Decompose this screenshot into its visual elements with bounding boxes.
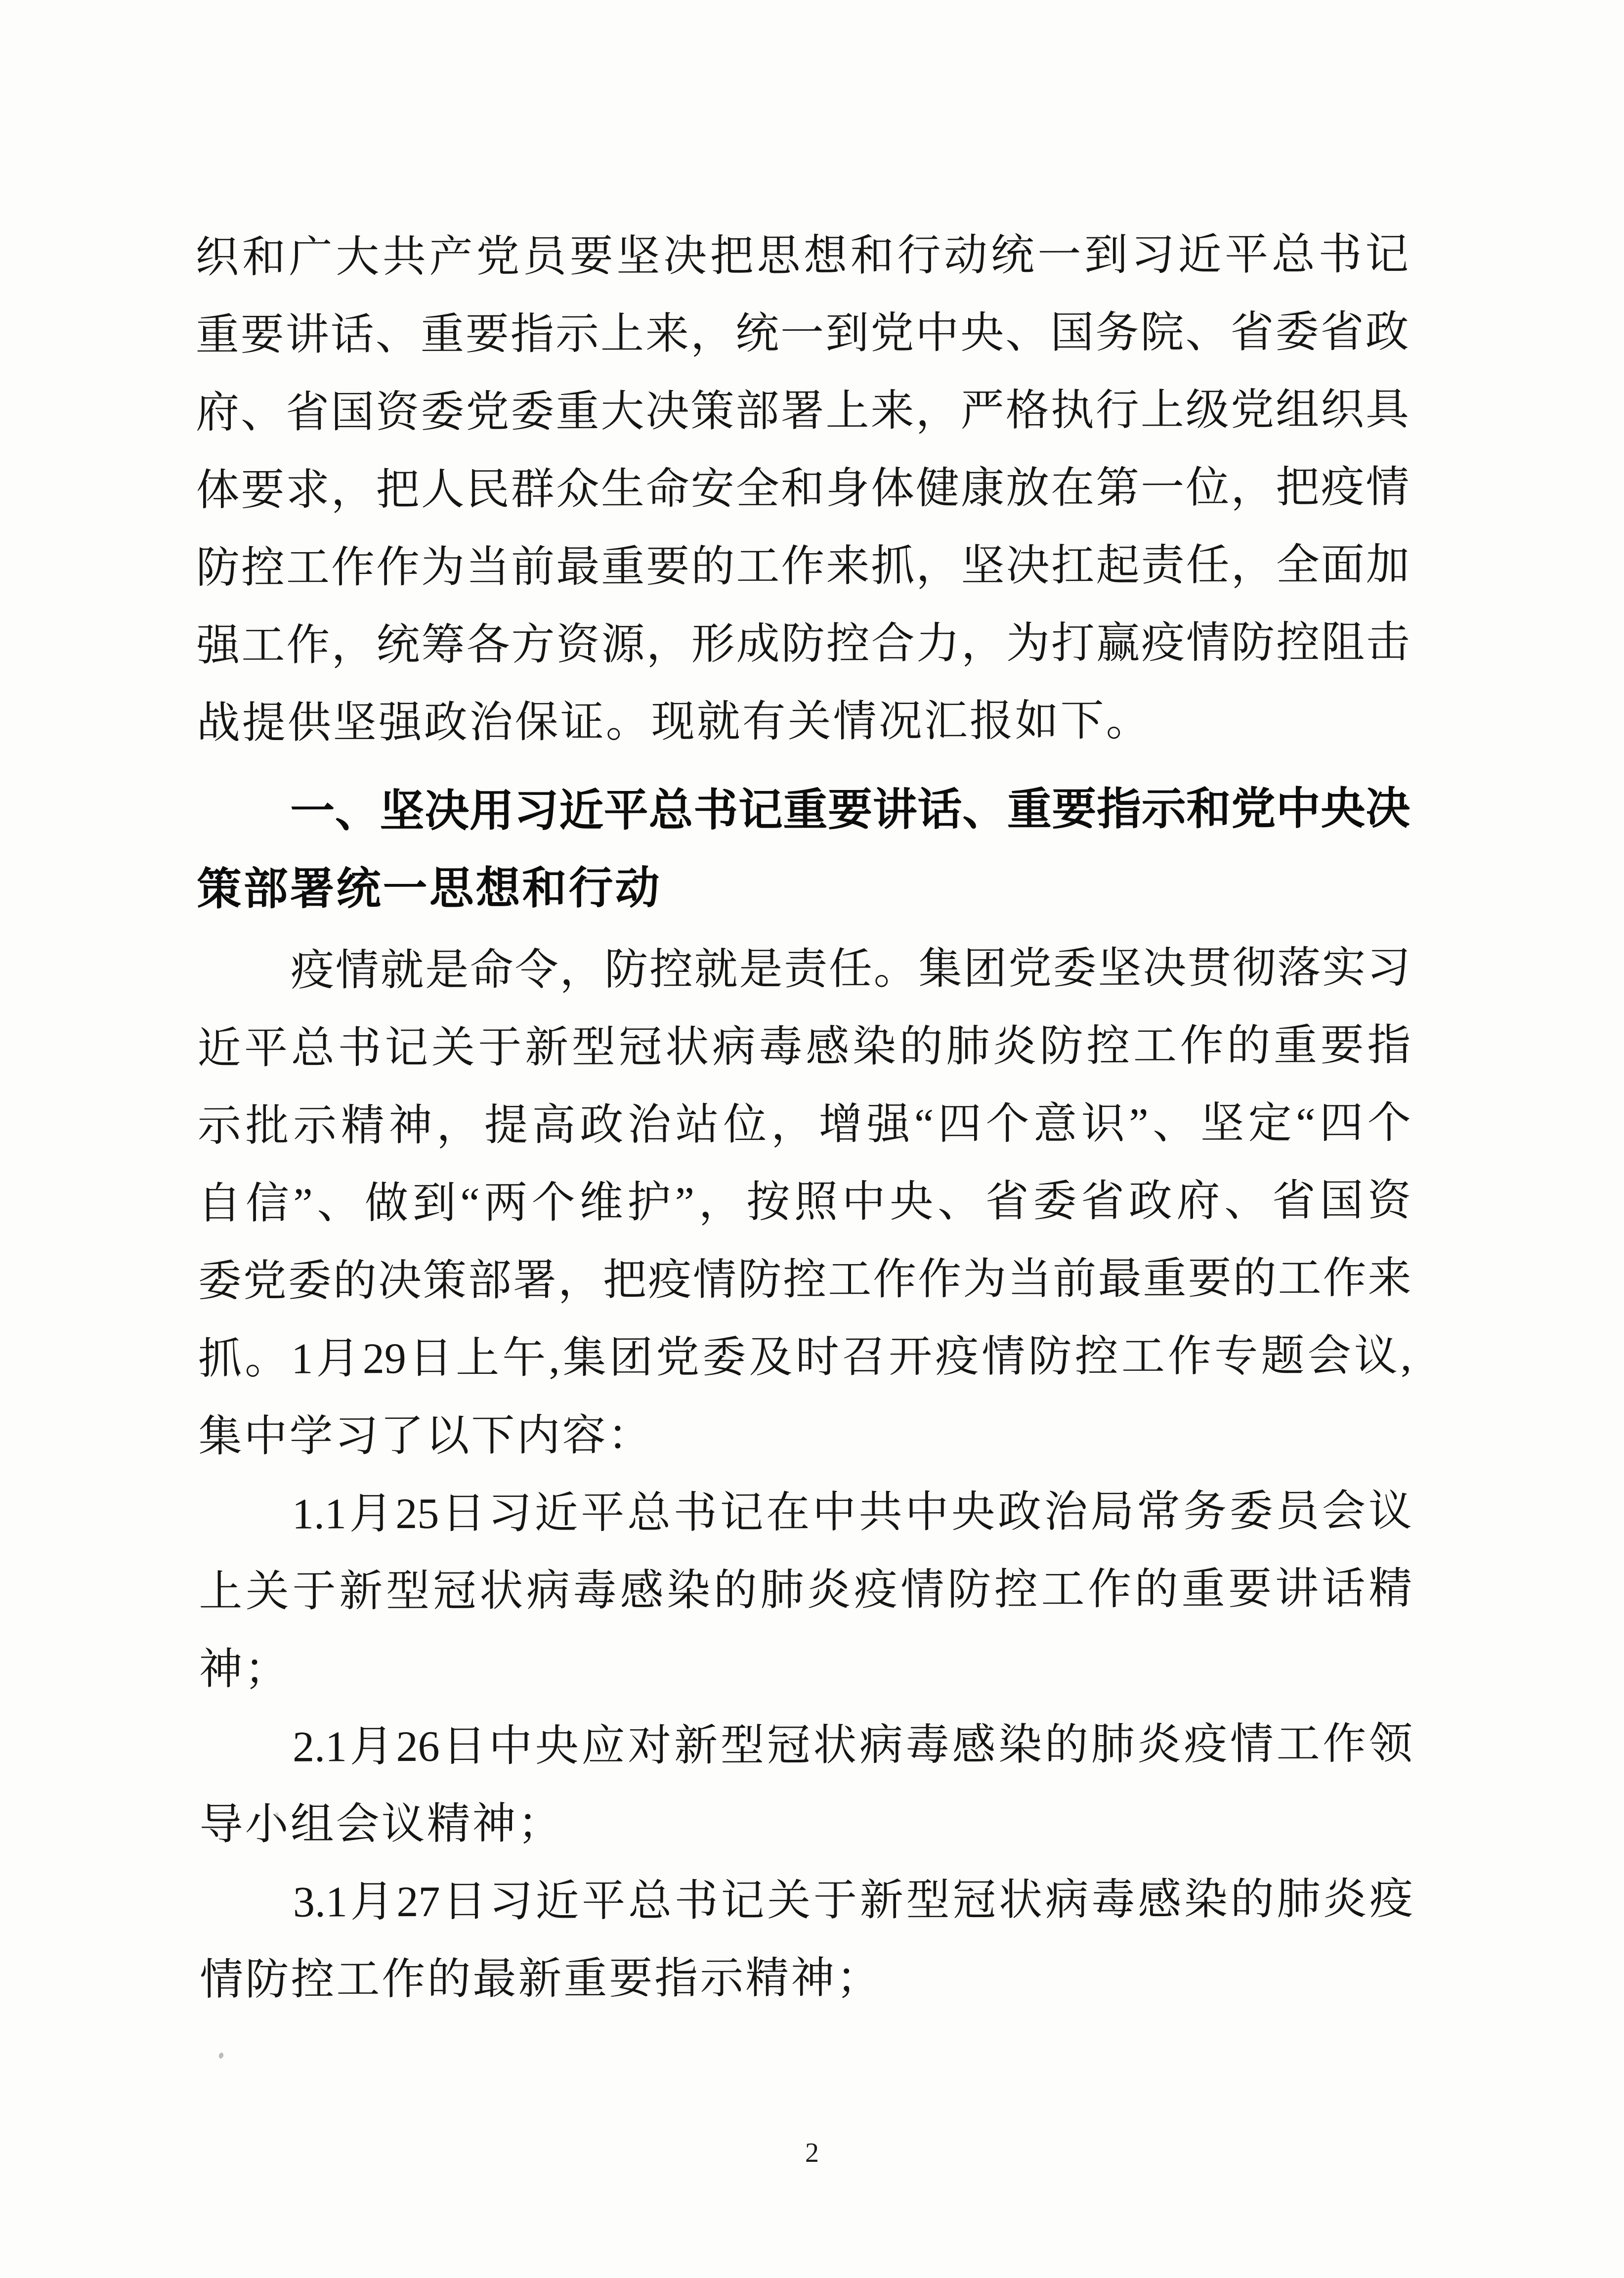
body-line-13: 自信”、做到“两个维护”，按照中央、省委省政府、省国资 <box>198 1177 1411 1228</box>
body-line-15: 抓。1月29日上午,集团党委及时召开疫情防控工作专题会议, <box>198 1332 1412 1384</box>
item3-line-2: 情防控工作的最新重要指示精神； <box>200 1954 882 2005</box>
page-number: 2 <box>805 2138 819 2168</box>
scan-speck <box>218 2052 224 2059</box>
body-line-07: 战提供坚强政治保证。现就有关情况汇报如下。 <box>196 697 1152 748</box>
item2-line-2: 导小组会议精神； <box>199 1800 563 1849</box>
body-line-12: 示批示精神，提高政治站位，增强“四个意识”、坚定“四个 <box>197 1099 1411 1151</box>
item3-line-1: 3.1月27日习近平总书记关于新型冠状病毒感染的肺炎疫 <box>293 1875 1413 1927</box>
body-line-06: 强工作，统筹各方资源，形成防控合力，为打赢疫情防控阻击 <box>196 618 1410 670</box>
body-line-11: 近平总书记关于新型冠状病毒感染的肺炎防控工作的重要指 <box>197 1021 1411 1073</box>
section-heading <box>197 770 1410 928</box>
body-line-01: 织和广大共产党员要坚决把思想和行动统一到习近平总书记 <box>195 230 1409 282</box>
item1-line-1: 1.1月25日习近平总书记在中共中央政治局常务委员会议 <box>292 1487 1412 1538</box>
body-line-05: 防控工作作为当前最重要的工作来抓，坚决扛起责任，全面加 <box>196 541 1410 593</box>
document-text <box>195 216 1413 2019</box>
item1-line-2: 上关于新型冠状病毒感染的肺炎疫情防控工作的重要讲话精 <box>199 1565 1412 1617</box>
body-line-14: 委党委的决策部署，把疫情防控工作作为当前最重要的工作来 <box>198 1254 1411 1306</box>
heading-line-2: 策部署统一思想和行动 <box>197 863 662 915</box>
heading-line-1: 一、坚决用习近平总书记重要讲话、重要指示和党中央决 <box>290 784 1410 836</box>
body-line-10: 疫情就是命令，防控就是责任。集团党委坚决贯彻落实习 <box>290 944 1411 995</box>
item1-line-3: 神； <box>199 1645 290 1694</box>
item2-line-1: 2.1月26日中央应对新型冠状病毒感染的肺炎疫情工作领 <box>292 1720 1413 1771</box>
body-line-02: 重要讲话、重要指示上来，统一到党中央、国务院、省委省政 <box>195 308 1409 360</box>
body-line-04: 体要求，把人民群众生命安全和身体健康放在第一位，把疫情 <box>196 463 1410 515</box>
body-line-16: 集中学习了以下内容： <box>198 1411 653 1461</box>
body-line-03: 府、省国资委党委重大决策部署上来，严格执行上级党组织具 <box>195 386 1410 438</box>
